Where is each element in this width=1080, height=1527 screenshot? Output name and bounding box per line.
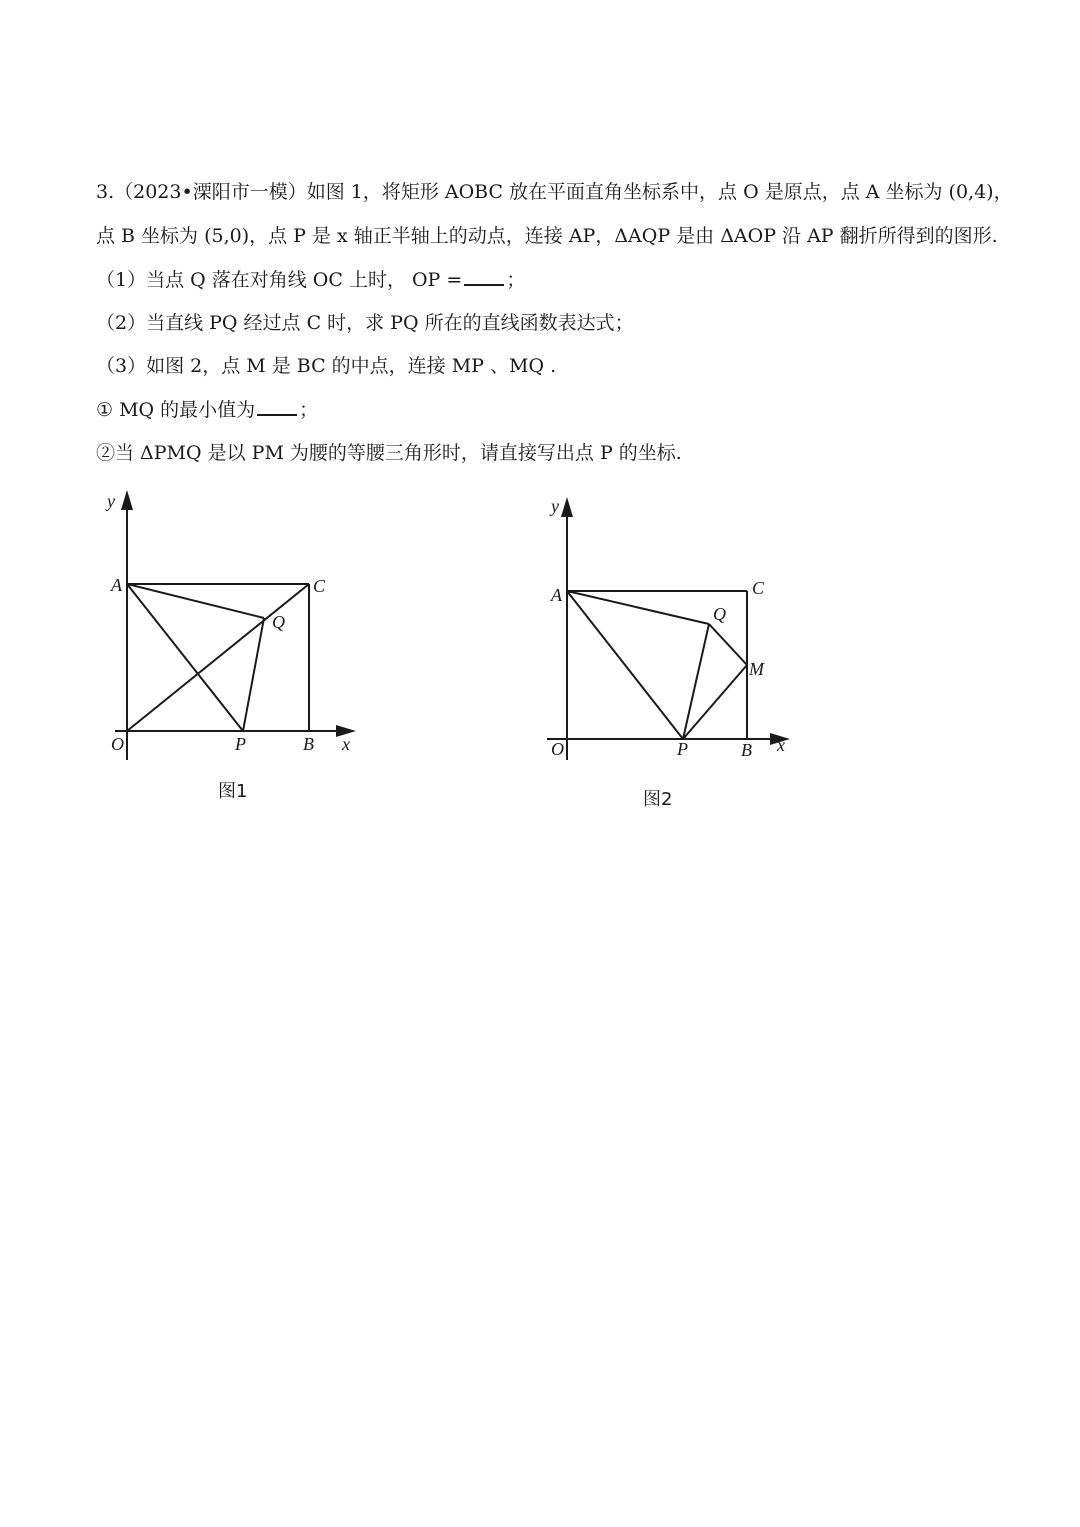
question-1-text: （1）当点 Q 落在对角线 OC 上时， OP = — [96, 269, 463, 291]
fig2-segment-QP — [683, 624, 709, 739]
fig2-label-x: x — [777, 735, 785, 755]
fig1-label-C: C — [313, 576, 326, 596]
question-3b: ②当 ΔPMQ 是以 PM 为腰的等腰三角形时，请直接写出点 P 的坐标. — [96, 442, 682, 464]
fig2-label-M: M — [749, 659, 764, 679]
fig1-label-x: x — [342, 734, 350, 754]
question-1-end: ； — [506, 269, 526, 291]
fig2-label-y: y — [551, 496, 559, 516]
fig2-label-Q: Q — [713, 604, 726, 624]
fig2-segment-QM — [709, 624, 747, 665]
fig2-label-A: A — [551, 585, 562, 605]
fig1-segment-AQ — [127, 584, 264, 618]
problem-line-1: 3.（2023•溧阳市一模）如图 1，将矩形 AOBC 放在平面直角坐标系中，点 O 是原点，点 A 坐标为 (0,4)， — [96, 181, 1013, 203]
figure-2-caption: 图2 — [643, 789, 673, 810]
fig1-label-B: B — [303, 734, 314, 754]
fig2-label-P: P — [677, 739, 688, 759]
problem-line-2: 点 B 坐标为 (5,0)，点 P 是 x 轴正半轴上的动点，连接 AP，ΔAQP 是由 ΔAOP 沿 AP 翻折所得到的图形. — [96, 225, 998, 247]
fig1-label-O: O — [111, 734, 124, 754]
fig1-label-P: P — [235, 734, 246, 754]
question-3: （3）如图 2，点 M 是 BC 的中点，连接 MP 、MQ . — [96, 355, 557, 377]
fig1-label-A: A — [111, 575, 122, 595]
question-3a-end: ； — [299, 399, 319, 421]
question-2: （2）当直线 PQ 经过点 C 时，求 PQ 所在的直线函数表达式； — [96, 312, 634, 334]
fig2-label-C: C — [752, 578, 765, 598]
fig1-label-Q: Q — [272, 612, 285, 632]
fig2-label-O: O — [551, 739, 564, 759]
fig2-label-B: B — [741, 740, 752, 760]
fig1-label-y: y — [107, 491, 115, 511]
figure-1-caption: 图1 — [218, 781, 248, 802]
question-3a-text: ① MQ 的最小值为 — [96, 399, 256, 421]
fig2-y-arrow — [561, 497, 573, 517]
fig1-segment-AP — [127, 584, 243, 731]
fig2-segment-PM — [683, 665, 747, 739]
fig1-y-arrow — [121, 490, 133, 510]
